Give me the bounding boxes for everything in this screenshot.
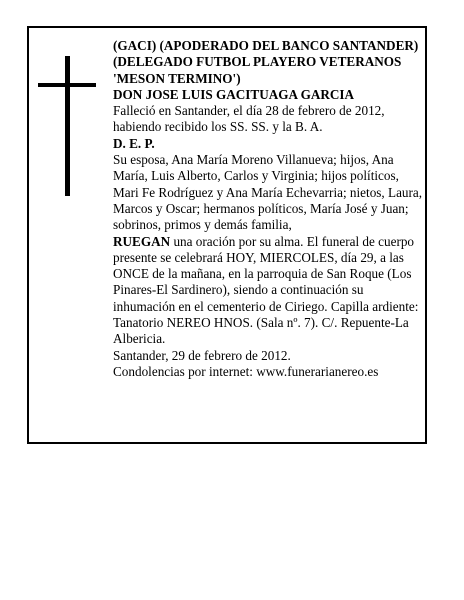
dep-label: D. E. P. — [113, 135, 155, 151]
death-statement: Falleció en Santander, el día 28 de febrero de 2012, habiendo recibido los SS. SS. y la B. A. — [113, 103, 385, 135]
cross-vertical-bar — [65, 56, 70, 196]
deceased-name: DON JOSE LUIS GACITUAGA GARCIA — [113, 86, 355, 102]
obituary-text — [113, 38, 423, 380]
condolences-line: Condolencias por internet: www.funerarianereo.es — [113, 363, 379, 379]
cross-horizontal-bar — [38, 83, 96, 87]
funeral-request — [113, 234, 423, 348]
family-list: Su esposa, Ana María Moreno Villanueva; hijos, Ana María, Luis Alberto, Carlos y Virginia; hijos políticos, Mari Fe Rodríguez y Ana María Echevarria; nietos, Laura, Marcos y Oscar; hermanos políticos, María José y Juan; sobrinos, primos y demás familia, — [113, 152, 423, 233]
date-line: Santander, 29 de febrero de 2012. — [113, 347, 291, 363]
request-text: una oración por su alma. El funeral de cuerpo presente se celebrará HOY, MIERCOLES, día 29, a las ONCE de la mañana, en la parroquia de San Roque (Los Pinares-El Sardinero), siendo a continuación su inhumación en el cementerio de Ciriego. Capilla ardiente: Tanatorio NEREO HNOS. (Sala nº. 7). C/. Repuente-La Albericia. — [113, 233, 419, 347]
header-line: (GACI) (APODERADO DEL BANCO SANTANDER) (DELEGADO FUTBOL PLAYERO VETERANOS 'MESON TERMINO') — [113, 38, 419, 86]
request-bold: RUEGAN — [113, 233, 171, 249]
